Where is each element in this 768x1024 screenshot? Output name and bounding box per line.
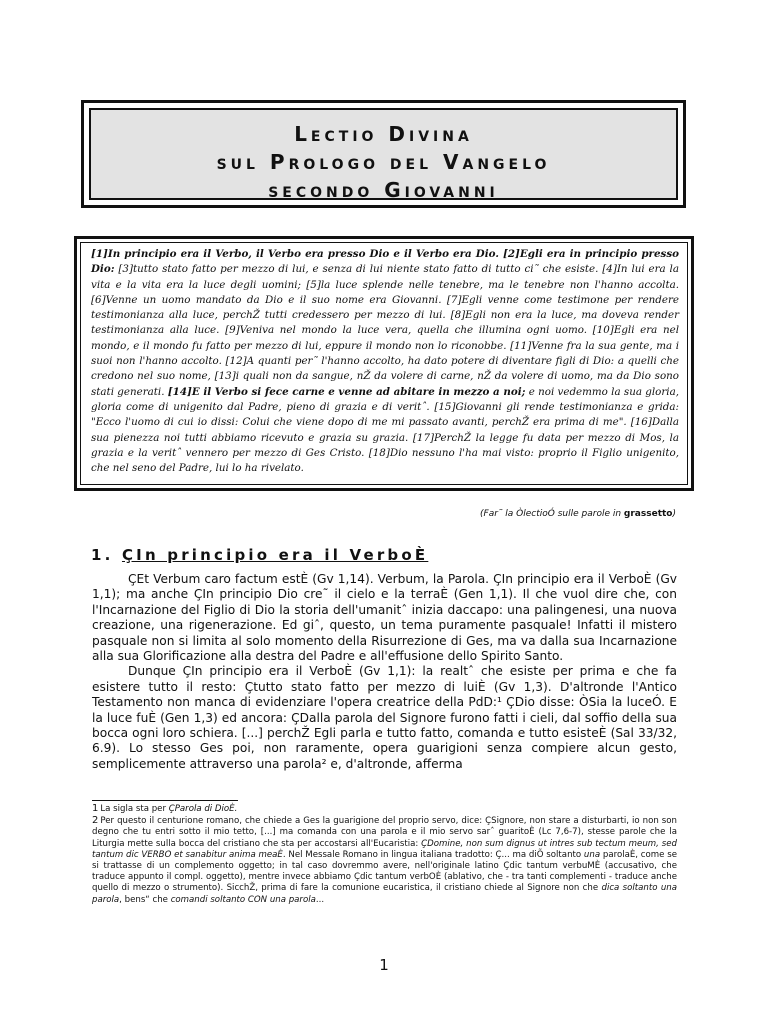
lectio-note-close: ) bbox=[672, 509, 676, 519]
footnote-2-italic-b: una bbox=[583, 849, 601, 860]
body-paragraph-1: ÇEt Verbum caro factum estÈ (Gv 1,14). Verbum, la Parola. ÇIn principio era il VerboÈ (Gv 1,1); ma anche ÇIn principio Dio cre˜ il cielo e la terraÈ (Gen 1,1). Il che vuol dire che, con l'Incarnazione del Figlio di Dio la storia dell'umanitˆ inizia daccapo: una palingenesi, una nuova creazione, una rigenerazione. Ed giˆ, questo, un tema puramente pasquale! Infatti il mistero pasquale non si limita al solo momento della Risurrezione di Ges, ma va dalla sua Incarnazione alla sua Glorificazione alla destra del Padre e all'effusione dello Spirito Santo. bbox=[92, 572, 677, 664]
scripture-text bbox=[80, 242, 688, 485]
footnote-2-text-c: parolaÈ, come se si trattasse di un complemento oggetto; in tal caso dovremmo avere, nell'originale latino Çdic tantum verbuMÈ (accusativo, che traduce appunto il compl. oggetto), mentre invece abbiamo Çdic tantum verbOÈ (ablativo, che - tra tanti complementi - traduce anche quello di mezzo o strumento). SicchŽ, prima di fare la comunione eucaristica, il cristiano chiede al Signore non che bbox=[92, 849, 677, 894]
footnote-2-text-a: Per questo il centurione romano, che chiede a Ges la guarigione del proprio servo, dice: ÇSignore, non stare a disturbarti, io non son degno che tu entri sotto il mio tetto, [...] ma comanda con una parola e il mio servo sarˆ guaritoÈ (Lc 7,6-7), stesse parole che la Liturgia mette sulla bocca del cristiano che sta per accostarsi all'Eucaristia: bbox=[92, 816, 677, 849]
footnote-2-text-e: ... bbox=[315, 894, 325, 905]
title-line-1: Lectio Divina bbox=[294, 122, 473, 146]
scripture-verse-14-18: e noi vedemmo la sua gloria, gloria come di unigenito dal Padre, pieno di grazia e di veritˆ. [15]Giovanni gli rende testimonianza e grida: "Ecco l'uomo di cui io dissi: Colui che viene dopo di me mi passato avanti, perchŽ era prima di me". [16]Dalla sua pienezza noi tutti abbiamo ricevuto e grazia su grazia. [17]PerchŽ la legge fu data per mezzo di Mos, la grazia e la veritˆ vennero per mezzo di Ges Cristo. [18]Dio nessuno l'ha mai visto: proprio il Figlio unigenito, che nel seno del Padre, lui lo ha rivelato. bbox=[91, 385, 679, 475]
footnote-1-italic: ÇParola di DioÈ. bbox=[168, 804, 238, 814]
lectio-note-text: (Far˜ la ÒlectioÓ sulle parole in bbox=[480, 509, 624, 519]
lectio-note bbox=[480, 509, 676, 519]
footnote-2-italic-a: ÇDomine, non sum dignus ut intres sub tectum meum, sed tantum dic VERBO et sanabitur anima meaÈ bbox=[92, 838, 677, 860]
footnote-1-text: La sigla sta per bbox=[100, 804, 169, 814]
page-number: 1 bbox=[379, 956, 389, 974]
scripture-box bbox=[74, 236, 694, 491]
footnote-2-text-b: . Nel Messale Romano in lingua italiana tradotto: Ç... ma diÕ soltanto bbox=[282, 849, 584, 860]
footnotes bbox=[92, 803, 677, 906]
footnote-1 bbox=[92, 803, 677, 815]
section-title: ÇIn principio era il VerboÈ bbox=[121, 546, 429, 564]
title-line-3: secondo Giovanni bbox=[268, 178, 499, 202]
scripture-verse-1-2: [1]In principio era il Verbo, il Verbo era presso Dio e il Verbo era Dio. [2]Egli era in principio presso Dio: bbox=[91, 248, 679, 276]
footnote-divider bbox=[92, 800, 238, 801]
footnote-1-number: 1 bbox=[92, 803, 99, 814]
footnote-2-italic-c: dica soltanto una parola bbox=[92, 883, 677, 905]
footnote-2-number: 2 bbox=[92, 815, 99, 827]
footnote-2-italic-d: comandi soltanto CON una parola bbox=[170, 894, 316, 905]
title-inner bbox=[89, 108, 678, 200]
body-text bbox=[92, 572, 677, 772]
scripture-verse-3-13: [3]tutto stato fatto per mezzo di lui, e senza di lui niente stato fatto di tutto ci˜ che esiste. [4]In lui era la vita e la vita era la luce degli uomini; [5]la luce splende nelle tenebre, ma le tenebre non l'hanno accolta. [6]Venne un uomo mandato da Dio e il suo nome era Giovanni. [7]Egli venne come testimone per rendere testimonianza alla luce, perchŽ tutti credessero per mezzo di lui. [8]Egli non era la luce, ma doveva render testimonianza alla luce. [9]Veniva nel mondo la luce vera, quella che illumina ogni uomo. [10]Egli era nel mondo, e il mondo fu fatto per mezzo di lui, eppure il mondo non lo riconobbe. [11]Venne fra la sua gente, ma i suoi non l'hanno accolto. [12]A quanti per˜ l'hanno accolto, ha dato potere di diventare figli di Dio: a quelli che credono nel suo nome, [13]i quali non da sangue, nŽ da volere di carne, nŽ da volere di uomo, ma da Dio sono stati generati. bbox=[91, 263, 679, 398]
scripture-verse-14: [14]E il Verbo si fece carne e venne ad abitare in mezzo a noi; bbox=[167, 385, 526, 398]
title-box bbox=[81, 100, 686, 208]
footnote-2-text-d: , bens“ che bbox=[119, 894, 171, 905]
body-paragraph-2: Dunque ÇIn principio era il VerboÈ (Gv 1,1): la realtˆ che esiste per prima e che fa esistere tutto il resto: Çtutto stato fatto per mezzo di luiÈ (Gv 1,3). D'altronde l'Antico Testamento non manca di evidenziare l'opera creatrice della PdD:¹ ÇDio disse: ÒSia la luceÓ. E la luce fuÈ (Gen 1,3) ed ancora: ÇDalla parola del Signore furono fatti i cieli, dal soffio della sua bocca ogni loro schiera. [...] perchŽ Egli parla e tutto fatto, comanda e tutto esisteÈ (Sal 33/32, 6.9). Lo stesso Ges poi, non raramente, opera guarigioni senza compiere alcun gesto, semplicemente attraverso una parola² e, d'altronde, afferma bbox=[92, 664, 677, 771]
lectio-note-bold: grassetto bbox=[623, 509, 673, 519]
section-heading bbox=[91, 546, 428, 564]
title-line-2: sul Prologo del Vangelo bbox=[216, 150, 551, 174]
section-number: 1. bbox=[91, 546, 122, 564]
footnote-2 bbox=[92, 815, 677, 906]
